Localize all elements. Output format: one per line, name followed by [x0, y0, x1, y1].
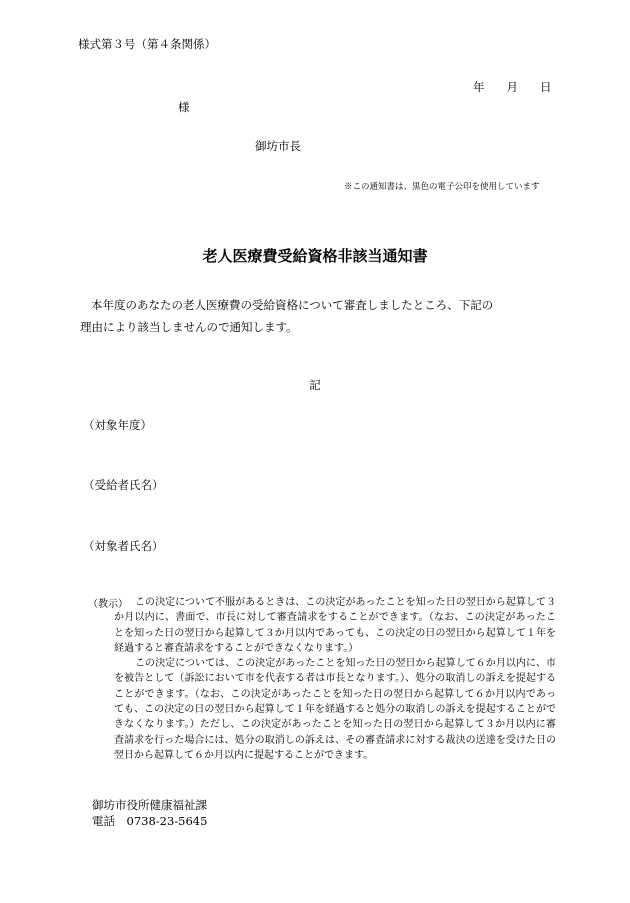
- issuer-name: 御坊市長: [255, 139, 301, 153]
- seal-note: ※この通知書は、黒色の電子公印を使用しています: [344, 182, 540, 192]
- date-month-label: 月: [506, 80, 518, 94]
- intro-line-1: 本年度のあなたの老人医療費の受給資格について審査しましたところ、下記の: [91, 298, 494, 312]
- notice-paragraph-1: この決定について不服があるときは、この決定があったことを知った日の翌日から起算して３か月以内に、書面で、市長に対して審査請求をすることができます。（なお、この決定があったことを知った日の翌日から起算して３か月以内であっても、この決定の日の翌日から起算して１年を経過すると審査請求をすることができなくなります。）: [114, 597, 556, 654]
- date-year-label: 年: [473, 80, 485, 94]
- item-recipient-name: （受給者氏名）: [83, 478, 164, 492]
- item-target-year: （対象年度）: [83, 418, 152, 432]
- contact-department: 御坊市役所健康福祉課: [92, 798, 207, 812]
- notice-paragraph-2: この決定については、この決定があったことを知った日の翌日から起算して６か月以内に、市を被告として（訴訟において市を代表する者は市長となります。）、処分の取消しの訴えを提起することができます。（なお、この決定があったことを知った日の翌日から起算して６か月以内であっても、この決定の日の翌日から起算して１年を経過すると処分の取消しの訴えを提起することができなくなります。）ただし、この決定があったことを知った日の翌日から起算して３か月以内に審査請求を行った場合には、処分の取消しの訴えは、その審査請求に対する裁決の送達を受けた日の翌日から起算して６か月以内に提起することができます。: [114, 658, 556, 761]
- date-day-label: 日: [540, 80, 552, 94]
- date-line: [473, 79, 552, 95]
- notice-label: （教示）: [88, 599, 128, 610]
- form-number: 様式第３号（第４条関係）: [78, 37, 216, 51]
- notice-body: [114, 595, 556, 763]
- item-subject-name: （対象者氏名）: [83, 539, 164, 553]
- intro-line-2: 理由により該当しませんので通知します。: [80, 320, 298, 334]
- contact-phone: 電話 0738-23-5645: [92, 814, 208, 828]
- intro-text: [80, 294, 493, 338]
- ki-heading: 記: [309, 378, 321, 392]
- addressee-suffix: 様: [178, 100, 190, 114]
- document-title: 老人医療費受給資格非該当通知書: [202, 247, 428, 265]
